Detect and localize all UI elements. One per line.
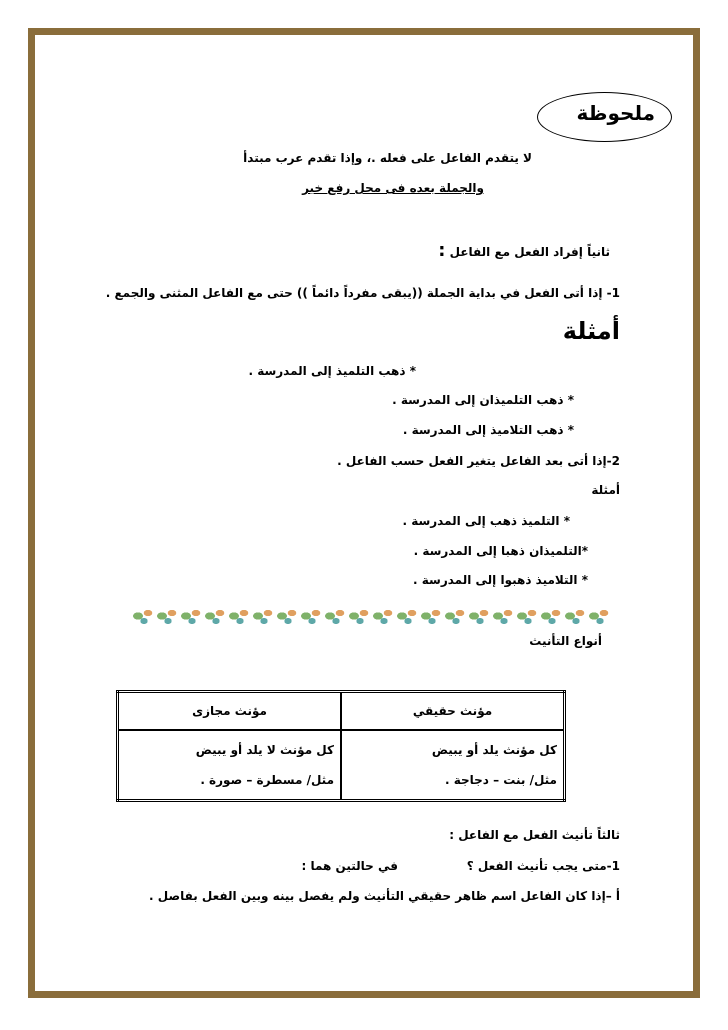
- example-2-3: * التلاميذ ذهبوا إلى المدرسة .: [413, 573, 588, 587]
- table-cell-figurative: [118, 730, 342, 801]
- decorative-vine-divider: [130, 605, 610, 627]
- note-line-1: لا يتقدم الفاعل على فعله .، وإذا تقدم عرب مبتدأ: [243, 151, 532, 165]
- section2-rule-1: 1- إذا أتى الفعل في بداية الجملة ((يبقى مفرداً دائماً )) حتى مع الفاعل المثنى والجمع .: [105, 286, 620, 300]
- examples-title-1: أمثلة: [562, 317, 620, 345]
- section3-question-part-2: في حالتين هما :: [301, 859, 398, 873]
- section2-heading-colon: :: [438, 240, 446, 261]
- section2-rule-2: 2-إذا أتى بعد الفاعل يتغير الفعل حسب الفاعل .: [337, 454, 620, 468]
- section2-heading-text: ثانياً إفراد الفعل مع الفاعل: [449, 245, 610, 259]
- table-cell-real-line-2: مثل/ بنت – دجاجة .: [444, 773, 557, 787]
- section2-heading: [438, 240, 610, 261]
- section3-case-a: أ –إذا كان الفاعل اسم ظاهر حقيقي التأنيث ولم يفصل بينه وبين الفعل بفاصل .: [149, 889, 620, 903]
- table-cell-real: [341, 730, 565, 801]
- gender-table: [116, 690, 566, 802]
- section3-heading: ثالثاً تأنيث الفعل مع الفاعل :: [449, 828, 620, 842]
- example-1-3: * ذهب التلاميذ إلى المدرسة .: [402, 423, 574, 437]
- example-2-1: * التلميذ ذهب إلى المدرسة .: [402, 514, 570, 528]
- table-cell-real-line-1: كل مؤنث يلد أو يبيض: [431, 743, 557, 757]
- note-line-2: والجملة بعده فى محل رفع خبر: [302, 181, 484, 195]
- table-cell-figurative-line-1: كل مؤنث لا يلد أو يبيض: [195, 743, 334, 757]
- example-2-2: *التلميذان ذهبا إلى المدرسة .: [413, 544, 588, 558]
- table-header-row: [118, 692, 565, 731]
- example-1-1: * ذهب التلميذ إلى المدرسة .: [248, 364, 416, 378]
- gender-title: أنواع التأنيث: [529, 634, 602, 648]
- note-title: ملحوظة: [576, 101, 655, 125]
- examples-title-2: أمثلة: [591, 483, 620, 497]
- table-row: [118, 730, 565, 801]
- table-header-figurative: مؤنث مجازى: [118, 692, 342, 731]
- table-cell-figurative-line-2: مثل/ مسطرة – صورة .: [200, 773, 334, 787]
- example-1-2: * ذهب التلميذان إلى المدرسة .: [392, 393, 574, 407]
- section3-question-part-1: 1-متى يجب تأنيث الفعل ؟: [466, 859, 620, 873]
- page-content-area: [35, 35, 693, 991]
- table-header-real: مؤنث حقيقي: [341, 692, 565, 731]
